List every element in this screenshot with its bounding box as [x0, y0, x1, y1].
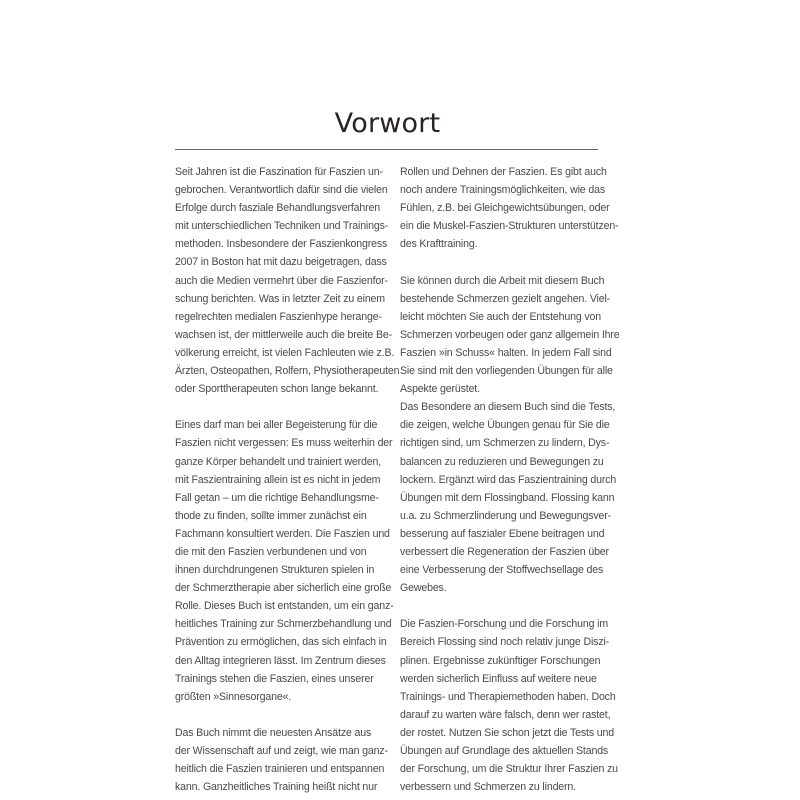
paragraph: [400, 163, 618, 253]
text-line: wachsen ist, der mittlerweile auch die breite Be-: [175, 328, 392, 341]
paragraph-gap: [175, 706, 393, 724]
text-line: Sie können durch die Arbeit mit diesem Buch: [400, 274, 605, 287]
text-line: Sie sind mit den vorliegenden Übungen für alle: [400, 365, 613, 378]
text-line: Gewebes.: [400, 582, 447, 595]
text-line: Die Faszien-Forschung und die Forschung im: [400, 618, 609, 631]
text-line: regelrechten medialen Faszienhype herange-: [175, 310, 382, 323]
text-line: Aspekte gerüstet.: [400, 383, 480, 396]
paragraph-gap: [400, 597, 618, 615]
paragraph: [400, 272, 618, 598]
text-line: methoden. Insbesondere der Faszienkongress: [175, 238, 388, 251]
page-title: Vorwort: [334, 108, 441, 139]
paragraph: [175, 724, 393, 796]
paragraph: [175, 416, 393, 706]
title-divider: [175, 149, 598, 150]
text-line: verbessern und Schmerzen zu lindern.: [400, 781, 576, 794]
text-line: ihnen durchdrungenen Strukturen spielen in: [175, 564, 375, 577]
text-line: heitlich die Faszien trainieren und entspannen: [175, 763, 385, 776]
text-line: der Schmerztherapie aber sicherlich eine große: [175, 582, 392, 595]
text-line: heitliches Training zur Schmerzbehandlung und: [175, 618, 392, 631]
text-line: Fühlen, z.B. bei Gleichgewichtsübungen, oder: [400, 202, 610, 215]
text-line: leicht möchten Sie auch der Entstehung von: [400, 310, 601, 323]
text-line: balancen zu reduzieren und Bewegungen zu: [400, 455, 604, 468]
text-line: 2007 in Boston hat mit dazu beigetragen, dass: [175, 256, 387, 269]
text-column-left: [175, 163, 400, 796]
text-line: verbessert die Regeneration der Faszien über: [400, 545, 609, 558]
text-line: Prävention zu ermöglichen, das sich einfach in: [175, 636, 387, 649]
paragraph-gap: [400, 253, 618, 271]
text-line: Erfolge durch fasziale Behandlungsverfahren: [175, 202, 380, 215]
text-line: werden sicherlich Einfluss auf weitere neue: [400, 672, 597, 685]
text-line: Fall getan – um die richtige Behandlungsme-: [175, 491, 379, 504]
text-line: ein die Muskel-Faszien-Strukturen unterstützen-: [400, 220, 619, 233]
text-line: die mit den Faszien verbundenen und von: [175, 545, 367, 558]
text-column-right: [400, 163, 618, 796]
text-line: Rolle. Dieses Buch ist entstanden, um ein ganz-: [175, 600, 394, 613]
text-line: die zeigen, welche Übungen genau für Sie die: [400, 419, 610, 432]
text-line: des Krafttraining.: [400, 238, 478, 251]
text-line: Faszien »in Schuss« halten. In jedem Fall sind: [400, 346, 612, 359]
text-line: Trainings- und Therapiemethoden haben. Doch: [400, 690, 616, 703]
text-line: thode zu finden, sollte immer zunächst ein: [175, 509, 367, 522]
text-line: schung berichten. Was in letzter Zeit zu einem: [175, 292, 385, 305]
text-line: noch andere Trainingsmöglichkeiten, wie das: [400, 184, 605, 197]
text-line: Ärzten, Osteopathen, Rolfern, Physiotherapeuten: [175, 365, 400, 378]
text-line: der Forschung, um die Struktur Ihrer Faszien zu: [400, 763, 618, 776]
text-line: richtigen sind, um Schmerzen zu lindern, Dys-: [400, 437, 610, 450]
text-line: Seit Jahren ist die Faszination für Faszien un-: [175, 166, 383, 178]
text-line: völkerung erreicht, ist vielen Fachleuten wie z.B.: [175, 346, 395, 359]
text-line: plinen. Ergebnisse zukünftiger Forschungen: [400, 654, 601, 667]
text-line: Das Buch nimmt die neuesten Ansätze aus: [175, 726, 372, 739]
text-line: Schmerzen vorbeugen oder ganz allgemein Ihre: [400, 328, 620, 341]
text-line: Rollen und Dehnen der Faszien. Es gibt auch: [400, 166, 607, 178]
text-line: gebrochen. Verantwortlich dafür sind die vielen: [175, 184, 388, 197]
text-line: besserung auf faszialer Ebene beitragen und: [400, 527, 605, 540]
text-line: Trainings stehen die Faszien, eines unserer: [175, 672, 374, 685]
text-line: bestehende Schmerzen gezielt angehen. Viel-: [400, 292, 611, 305]
text-line: auch die Medien vermehrt über die Faszienfor-: [175, 274, 388, 287]
paragraph: [400, 615, 618, 796]
text-line: der rostet. Nutzen Sie schon jetzt die Tests und: [400, 726, 615, 739]
text-line: der Wissenschaft auf und zeigt, wie man ganz-: [175, 745, 388, 757]
text-line: darauf zu warten wäre falsch, denn wer rastet,: [400, 708, 611, 721]
paragraph: [175, 163, 400, 398]
text-line: kann. Ganzheitliches Training heißt nicht nur: [175, 781, 378, 794]
text-line: Fachmann konsultiert werden. Die Faszien und: [175, 527, 390, 540]
text-line: ganze Körper behandelt und trainiert werden,: [175, 455, 382, 468]
text-line: den Alltag integrieren lässt. Im Zentrum dieses: [175, 654, 386, 667]
text-line: u.a. zu Schmerzlinderung und Bewegungsver-: [400, 509, 611, 522]
text-line: Das Besondere an diesem Buch sind die Tests,: [400, 401, 616, 414]
text-line: Faszien nicht vergessen: Es muss weiterhin der: [175, 437, 393, 450]
paragraph-gap: [175, 398, 393, 416]
text-line: Eines darf man bei aller Begeisterung für die: [175, 419, 378, 432]
text-line: mit Faszientraining allein ist es nicht in jedem: [175, 473, 381, 486]
text-line: größten »Sinnesorgane«.: [175, 690, 292, 703]
text-line: Bereich Flossing sind noch relativ junge Diszi-: [400, 636, 610, 649]
text-line: eine Verbesserung der Stoffwechsellage des: [400, 564, 604, 577]
text-line: oder Sporttherapeuten schon lange bekannt.: [175, 383, 379, 396]
text-line: Übungen auf Grundlage des aktuellen Stands: [400, 745, 609, 757]
text-line: Übungen mit dem Flossingband. Flossing kann: [400, 491, 615, 504]
text-line: mit unterschiedlichen Techniken und Trainings-: [175, 220, 389, 233]
text-line: lockern. Ergänzt wird das Faszientraining durch: [400, 473, 617, 486]
